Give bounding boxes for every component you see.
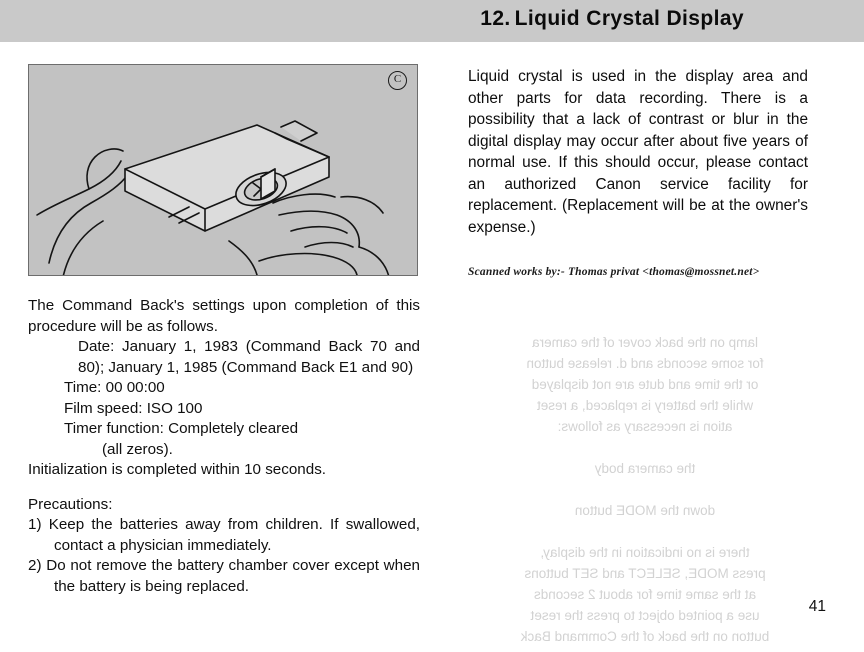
chapter-header-band — [0, 0, 864, 42]
setting-timer-continuation: (all zeros). — [102, 440, 173, 458]
setting-date: Date: January 1, 1983 (Command Back 70 and 80); January 1, 1985 (Command Back E1 and 90) — [78, 338, 420, 376]
ghost-line: or the time and dute are not displayed — [531, 377, 759, 392]
ghost-line: button on the back of the Command Back — [520, 629, 770, 644]
ghost-line — [470, 437, 820, 458]
ghost-line: for some seconds and d. release button — [526, 356, 764, 371]
precautions-block — [28, 495, 420, 598]
precautions-heading: Precautions: — [28, 495, 113, 513]
setting-film-speed: Film speed: ISO 100 — [64, 399, 203, 417]
page-title — [480, 7, 744, 31]
setting-time: Time: 00 00:00 — [64, 379, 165, 396]
camera-illustration — [28, 64, 418, 276]
ghost-line: the camera body — [594, 461, 696, 476]
chapter-title: Liquid Crystal Display — [514, 7, 744, 30]
ghost-line: there is no indication in the display, — [540, 545, 750, 560]
ghost-line: down the MODE button — [574, 503, 716, 518]
ghost-line: press MODE, SELECT and SET buttons — [524, 566, 766, 581]
right-column — [468, 66, 808, 278]
page-body — [0, 42, 864, 652]
ghost-line: lamp on the back cover of the camera — [532, 335, 758, 350]
lcd-description-paragraph: Liquid crystal is used in the display area and other parts for data recording. There is a possibility that a lack of contrast or blur in the digital display may occur after about five years of normal use. If this should occur, please contact an authorized Canon service facility for replacement. (Replacement will be at the owner's expense.) — [468, 68, 808, 236]
ghost-line — [470, 479, 820, 500]
ghost-line: while the battery is replaced, a reset — [536, 398, 754, 413]
ghost-line — [470, 521, 820, 542]
scan-credit: Scanned works by:- Thomas privat <thomas@mossnet.net> — [468, 266, 760, 278]
precaution-item-2: 2) Do not remove the battery chamber cover except when the battery is being replaced. — [28, 557, 420, 595]
settings-block — [28, 296, 420, 481]
ghost-line: at the same time for about 2 seconds — [533, 587, 757, 602]
ghost-line: ation is necessary as follows: — [557, 419, 733, 434]
bleed-through-text — [470, 332, 820, 647]
settings-intro: The Command Back's settings upon completion of this procedure will be as follows. — [28, 297, 420, 335]
setting-timer-function: Timer function: Completely cleared — [64, 420, 299, 437]
precaution-item-1: 1) Keep the batteries away from children. If swallowed, contact a physician immediately. — [28, 516, 420, 554]
camera-illustration-drawing — [29, 65, 418, 276]
left-column — [28, 64, 420, 597]
initialization-note: Initialization is completed within 10 seconds. — [28, 461, 327, 478]
page-number: 41 — [808, 598, 826, 615]
copyright-icon: C — [388, 71, 407, 90]
chapter-number: 12. — [480, 7, 511, 30]
ghost-line: use a pointed object to press the reset — [530, 608, 760, 623]
